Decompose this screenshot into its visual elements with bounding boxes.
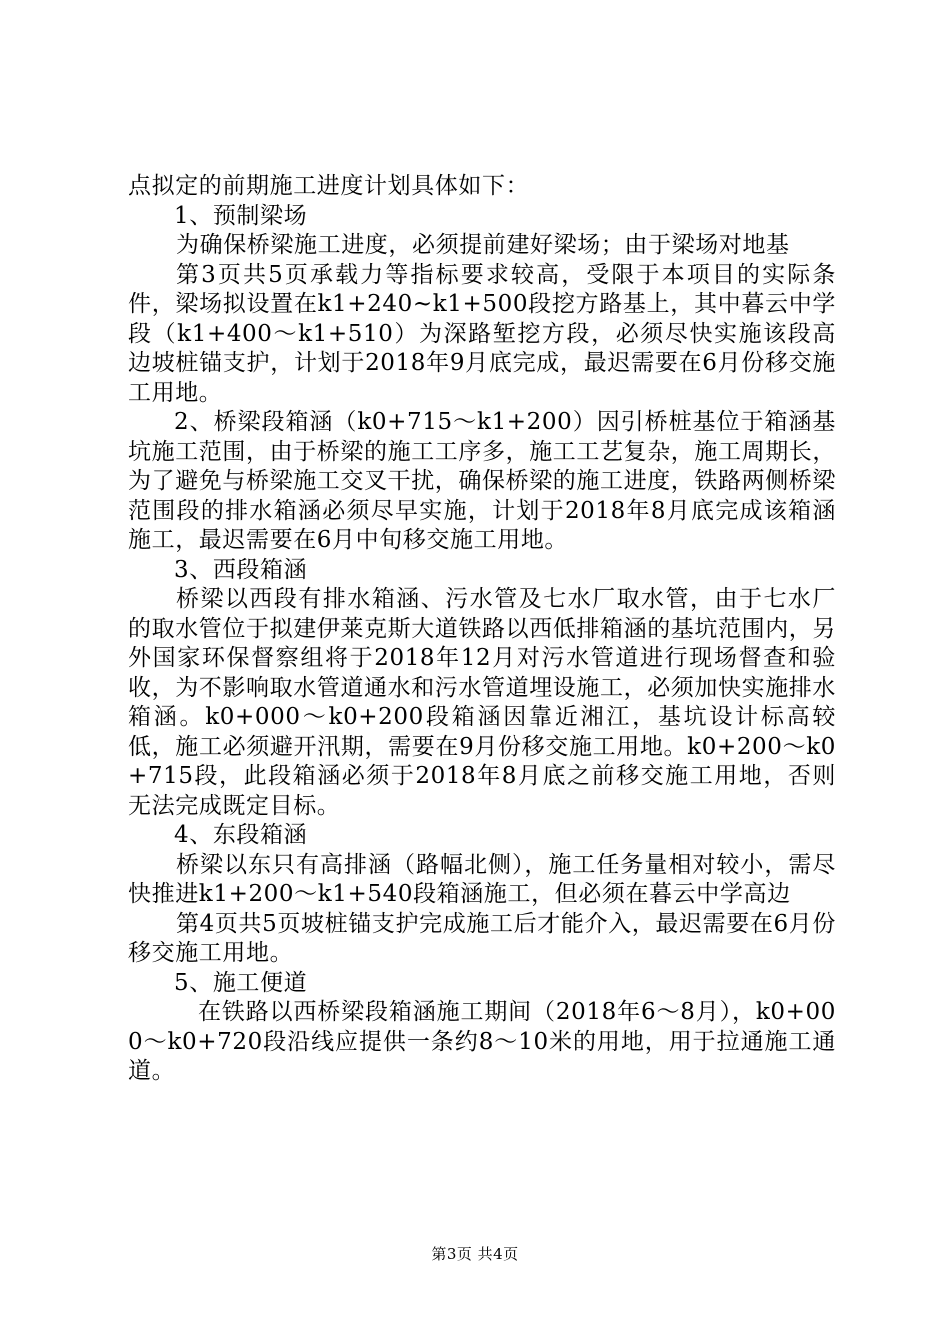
section-heading-access-road: 5、施工便道 xyxy=(174,969,308,996)
page-footer: 第3页 共4页 xyxy=(431,1245,519,1263)
paragraph-west-culvert: 桥梁以西段有排水箱涵、污水管及七水厂取水管，由于七水厂的取水管位于拟建伊莱克斯大道铁路以西低排箱涵的基坑范围内，另外国家环保督察组将于2018年12月对污水管道进行现场督查和验收，为不影响取水管道通水和污水管道埋设施工，必须加快实施排水箱涵。k0+000～k0+200段箱涵因靠近湘江，基坑设计标高较低，施工必须避开汛期，需要在9月份移交施工用地。k0+200～k0+715段，此段箱涵必须于2018年8月底之前移交施工用地，否则无法完成既定目标。 xyxy=(128,586,836,819)
paragraph-access-road: 在铁路以西桥梁段箱涵施工期间（2018年6～8月），k0+000～k0+720段沿线应提供一条约8～10米的用地，用于拉通施工通道。 xyxy=(128,999,836,1084)
section-heading-west-culvert: 3、西段箱涵 xyxy=(174,556,308,583)
paragraph-bridge-culvert: 2、桥梁段箱涵（k0+715～k1+200）因引桥桩基位于箱涵基坑施工范围，由于桥梁的施工工序多，施工工艺复杂，施工周期长，为了避免与桥梁施工交叉干扰，确保桥梁的施工进度，铁路两侧桥梁范围段的排水箱涵必须尽早实施，计划于2018年8月底完成该箱涵施工，最迟需要在6月中旬移交施工用地。 xyxy=(128,409,836,553)
section-heading-east-culvert: 4、东段箱涵 xyxy=(174,822,308,848)
paragraph-precast-yard-2: 第3页共5页承载力等指标要求较高，受限于本项目的实际条件，梁场拟设置在k1+240~k1+500段挖方路基上，其中暮云中学段（k1+400～k1+510）为深路堑挖方段，必须尽快实施该段高边坡桩锚支护，计划于2018年9月底完成，最迟需要在6月份移交施工用地。 xyxy=(128,261,836,406)
paragraph-east-culvert-2: 第4页共5页坡桩锚支护完成施工后才能介入，最迟需要在6月份移交施工用地。 xyxy=(128,910,836,966)
section-heading-precast-yard: 1、预制梁场 xyxy=(174,202,308,229)
paragraph-east-culvert-1: 桥梁以东只有高排涵（路幅北侧），施工任务量相对较小，需尽快推进k1+200～k1+540段箱涵施工，但必须在暮云中学高边 xyxy=(128,851,836,907)
document-body xyxy=(128,172,836,1087)
paragraph-intro: 点拟定的前期施工进度计划具体如下： xyxy=(128,173,530,199)
paragraph-precast-yard-1: 为确保桥梁施工进度，必须提前建好梁场；由于梁场对地基 xyxy=(176,232,790,258)
